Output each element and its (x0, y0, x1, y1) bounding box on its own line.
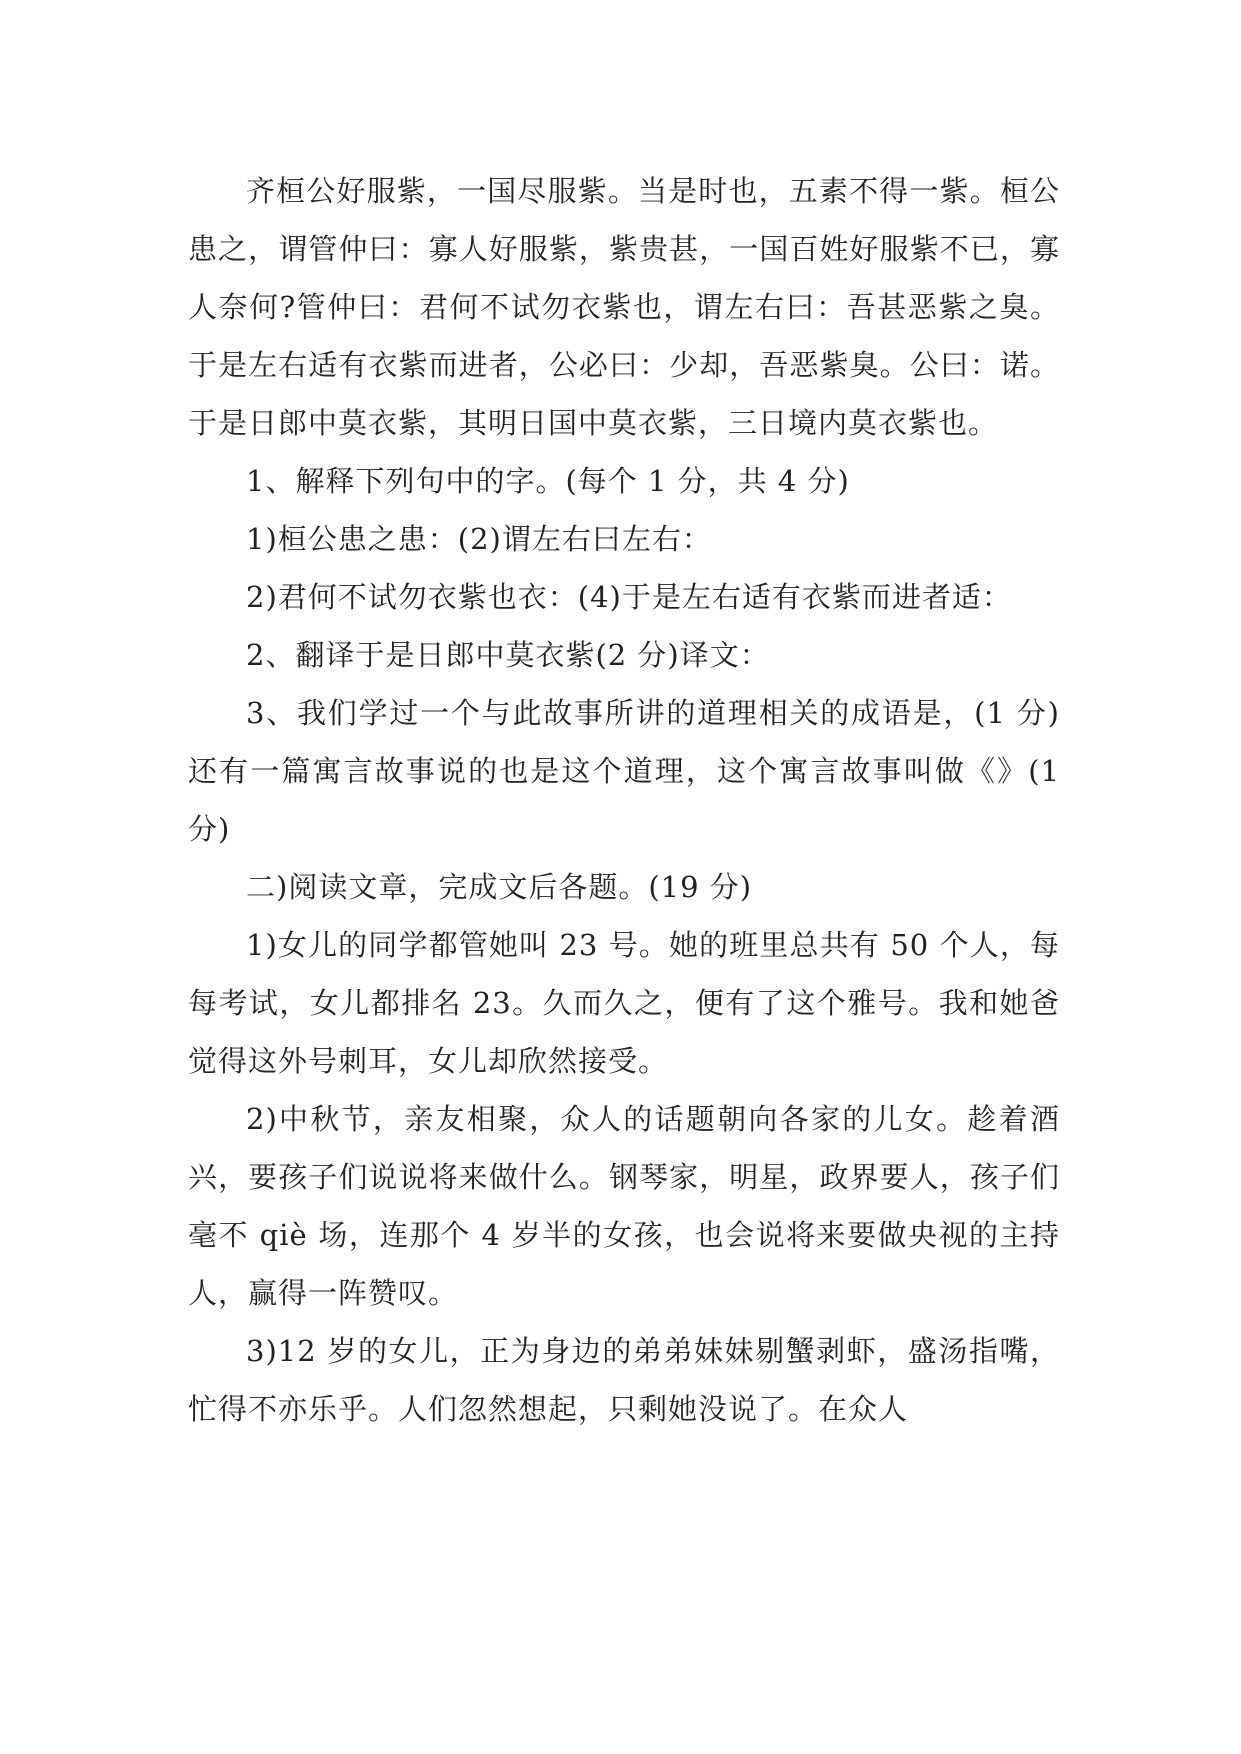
article-paragraph-2: 2)中秋节，亲友相聚，众人的话题朝向各家的儿女。趁着酒兴，要孩子们说说将来做什么。钢琴家，明星，政界要人，孩子们毫不 qiè 场，连那个 4 岁半的女孩，也会说将来要做央视的主持人，赢得一阵赞叹。 (188, 1102, 1060, 1310)
passage-paragraph: 齐桓公好服紫，一国尽服紫。当是时也，五素不得一紫。桓公患之，谓管仲曰：寡人好服紫，紫贵甚，一国百姓好服紫不已，寡人奈何?管仲曰：君何不试勿衣紫也，谓左右曰：吾甚恶紫之臭。于是左右适有衣紫而进者，公必曰：少却，吾恶紫臭。公曰：诺。于是日郎中莫衣紫，其明日国中莫衣紫，三日境内莫衣紫也。 (188, 174, 1060, 440)
section-heading: 二)阅读文章，完成文后各题。(19 分) (246, 870, 753, 904)
question-2: 2、翻译于是日郎中莫衣紫(2 分)译文： (246, 638, 770, 672)
question-1-items-b: 2)君何不试勿衣紫也衣：(4)于是左右适有衣紫而进者适： (246, 580, 1012, 614)
question-1: 1、解释下列句中的字。(每个 1 分，共 4 分) (246, 464, 850, 498)
question-3: 3、我们学过一个与此故事所讲的道理相关的成语是，(1 分)还有一篇寓言故事说的也是这个道理，这个寓言故事叫做《》(1 分) (188, 696, 1060, 846)
article-paragraph-3: 3)12 岁的女儿，正为身边的弟弟妹妹剔蟹剥虾，盛汤指嘴，忙得不亦乐乎。人们忽然想起，只剩她没说了。在众人 (188, 1334, 1060, 1426)
question-1-items-a: 1)桓公患之患：(2)谓左右曰左右： (246, 522, 712, 556)
document-body (188, 162, 1060, 1438)
article-paragraph-1: 1)女儿的同学都管她叫 23 号。她的班里总共有 50 个人，每每考试，女儿都排名 23。久而久之，便有了这个雅号。我和她爸觉得这外号刺耳，女儿却欣然接受。 (188, 928, 1060, 1078)
